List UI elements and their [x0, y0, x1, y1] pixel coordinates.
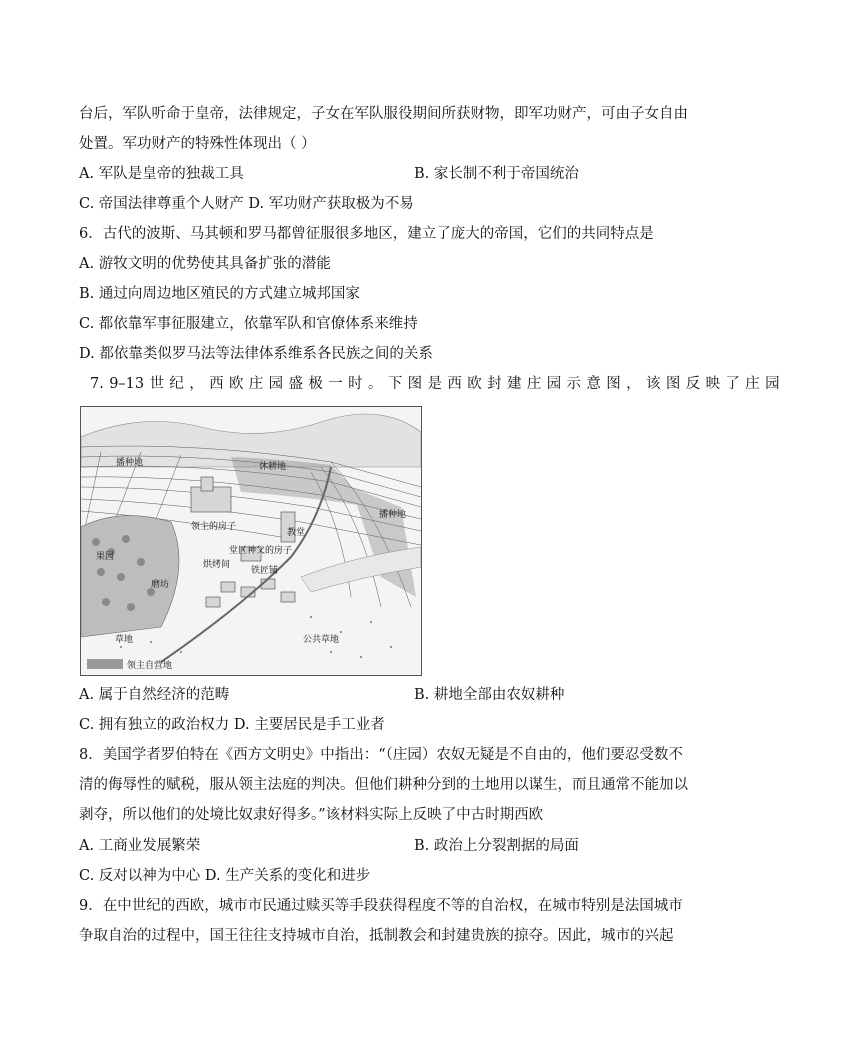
q7-stem-char: 图 — [407, 376, 423, 392]
label-common-meadow: 公共草地 — [303, 635, 340, 645]
q6-option-d: D. 都依靠类似罗马法等法律体系维系各民族之间的关系 — [79, 346, 433, 362]
q7-stem-char: 世 — [149, 376, 164, 392]
legend-swatch — [87, 659, 123, 669]
q7-stem-char: 纪 — [169, 376, 184, 392]
label-legend: 领主自营地 — [127, 661, 173, 671]
q7-stem-char: 了 — [725, 376, 740, 392]
q7-stem-char: 。 — [367, 376, 383, 392]
q8-option-b: B. 政治上分裂割据的局面 — [414, 838, 579, 854]
q6-option-a: A. 游牧文明的优势使其具备扩张的潜能 — [79, 256, 331, 272]
q7-stem-char: 是 — [427, 376, 443, 392]
q7-stem-char: 园 — [765, 376, 780, 392]
manor-illustration — [81, 407, 421, 675]
q7-stem-char: 下 — [387, 376, 403, 392]
q7-option-a: A. 属于自然经济的范畴 — [79, 687, 230, 703]
manor-diagram — [80, 406, 422, 676]
q7-stem-char: 图 — [665, 376, 681, 392]
q7-stem-char: 庄 — [526, 376, 542, 392]
q7-stem-char: 欧 — [467, 376, 482, 392]
label-bakery: 烘烤间 — [203, 560, 231, 570]
label-sowing-field-1: 播种地 — [116, 458, 144, 468]
q8-line-2: 清的侮辱性的赋税，服从领主法庭的判决。但他们耕种分到的土地用以谋生，而且通常不能加以 — [79, 777, 688, 793]
q7-stem-char: 映 — [705, 376, 721, 392]
q6-stem: 6．古代的波斯、马其顿和罗马都曾征服很多地区，建立了庞大的帝国，它们的共同特点是 — [79, 226, 654, 242]
label-smithy: 铁匠铺 — [251, 566, 279, 576]
q7-stem-char: 反 — [685, 376, 701, 392]
q7-stem-char: 一 — [328, 376, 343, 392]
q5-option-a: A. 军队是皇帝的独裁工具 — [79, 166, 244, 182]
q6-option-c: C. 都依靠军事征服建立，依靠军队和官僚体系来维持 — [79, 316, 418, 332]
label-orchard: 果园 — [96, 552, 115, 562]
q8-line-1: 8．美国学者罗伯特在《西方文明史》中指出：“（庄园）农奴无疑是不自由的，他们要忍受数不 — [79, 747, 683, 763]
q6-option-b: B. 通过向周边地区殖民的方式建立城邦国家 — [79, 286, 360, 302]
q9-line-2: 争取自治的过程中，国王往往支持城市自治，抵制教会和封建贵族的掠夺。因此，城市的兴起 — [79, 928, 674, 944]
q8-line-3: 剥夺，所以他们的处境比奴隶好得多。”该材料实际上反映了中古时期西欧 — [79, 807, 544, 823]
label-meadow: 草地 — [115, 635, 134, 645]
q7-option-b: B. 耕地全部由农奴耕种 — [414, 687, 565, 703]
q7-stem — [90, 374, 780, 394]
q7-stem-char: 西 — [209, 376, 224, 392]
q5-line-2: 处置。军功财产的特殊性体现出（ ） — [79, 136, 316, 152]
q7-stem-char: 意 — [586, 376, 601, 392]
label-lord-house: 领主的房子 — [191, 522, 237, 532]
q7-stem-char: 示 — [566, 376, 582, 392]
q7-stem-char: 9–13 — [109, 376, 145, 392]
q7-stem-char: 西 — [447, 376, 462, 392]
q7-stem-char: 庄 — [248, 376, 264, 392]
q7-option-cd: C. 拥有独立的政治权力 D. 主要居民是手工业者 — [79, 717, 385, 733]
q7-stem-char: ， — [626, 376, 641, 392]
q5-option-cd: C. 帝国法律尊重个人财产 D. 军功财产获取极为不易 — [79, 196, 414, 212]
q8-option-a: A. 工商业发展繁荣 — [79, 838, 201, 854]
q5-line-1: 台后，军队听命于皇帝，法律规定，子女在军队服役期间所获财物，即军功财产，可由子女自由 — [79, 106, 688, 122]
q8-option-cd: C. 反对以神为中心 D. 生产关系的变化和进步 — [79, 868, 371, 884]
q7-stem-char: 园 — [546, 376, 562, 392]
q5-option-b: B. 家长制不利于帝国统治 — [414, 166, 579, 182]
label-church: 教堂 — [287, 528, 306, 538]
q7-stem-char: ， — [189, 376, 204, 392]
q7-stem-char: 欧 — [228, 376, 244, 392]
q7-stem-char: 园 — [268, 376, 284, 392]
q7-stem-char: 封 — [487, 376, 502, 392]
q7-stem-char: 庄 — [745, 376, 760, 392]
q7-stem-char: 建 — [506, 376, 522, 392]
label-sowing-field-2: 播种地 — [379, 510, 407, 520]
q7-stem-char: 盛 — [288, 376, 304, 392]
label-mill: 磨坊 — [151, 580, 170, 590]
label-priest-house: 堂区神父的房子 — [229, 546, 293, 556]
q7-stem-char: 7. — [90, 376, 104, 392]
q7-stem-char: 时 — [348, 376, 363, 392]
q7-stem-char: 图 — [606, 376, 621, 392]
q7-stem-char: 极 — [308, 376, 323, 392]
q9-line-1: 9．在中世纪的西欧，城市市民通过赎买等手段获得程度不等的自治权，在城市特别是法国城市 — [79, 898, 683, 914]
q7-stem-char: 该 — [645, 376, 661, 392]
label-fallow-field: 休耕地 — [259, 462, 287, 472]
